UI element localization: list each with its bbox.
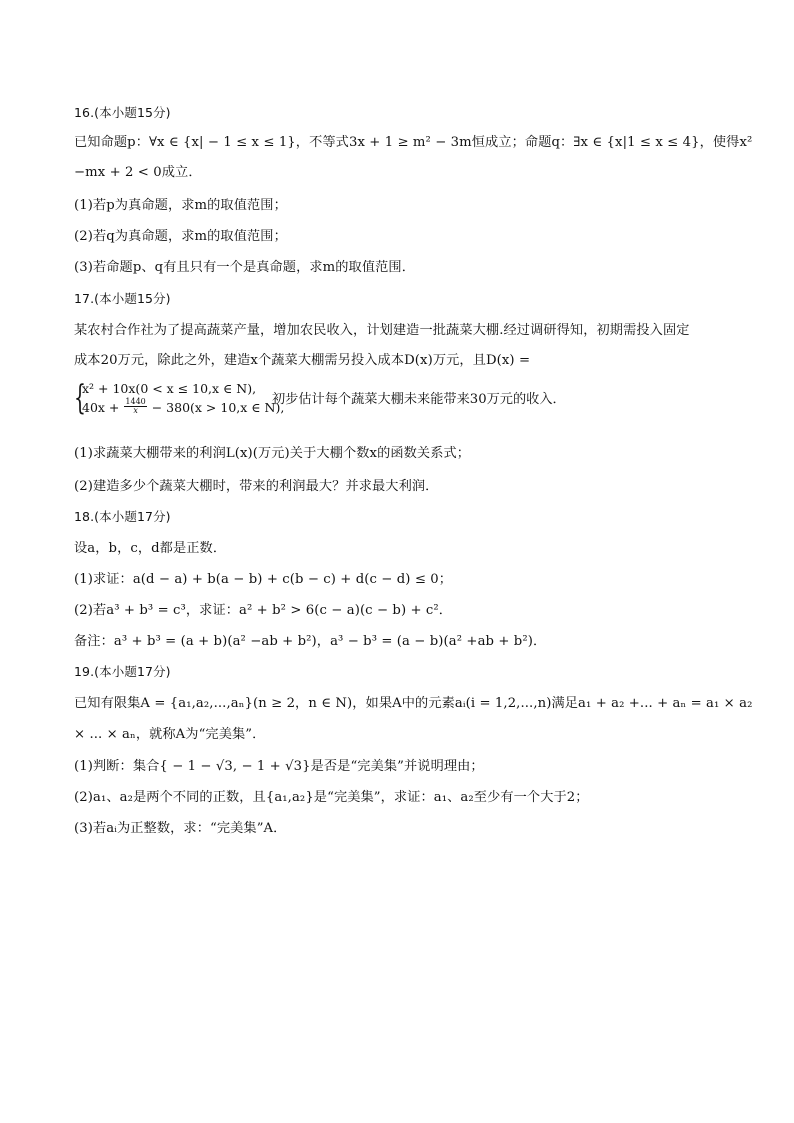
piecewise-function: [74, 378, 566, 418]
problem-19-part-3: (3)若aᵢ为正整数，求：“完美集”A．: [74, 821, 287, 836]
problem-16-line-2: −mx + 2 < 0成立．: [74, 165, 202, 180]
fraction-denominator: x: [133, 406, 138, 415]
problem-16-part-3: (3)若命题p、q有且只有一个是真命题，求m的取值范围．: [74, 260, 415, 275]
problem-16-header: 16.(本小题15分): [74, 105, 171, 120]
problem-16-part-2: (2)若q为真命题，求m的取值范围；: [74, 229, 287, 244]
piecewise-case-2: [82, 397, 285, 417]
problem-17-header: 17.(本小题15分): [74, 291, 171, 306]
problem-19-header: 19.(本小题17分): [74, 664, 171, 679]
problem-18-part-2: (2)若a³ + b³ = c³，求证：a² + b² > 6(c − a)(c − b) + c²．: [74, 603, 453, 618]
problem-19-part-2: (2)a₁、a₂是两个不同的正数，且{a₁,a₂}是“完美集”，求证：a₁、a₂至少有一个大于2；: [74, 790, 589, 805]
case-2-prefix: 40x +: [82, 400, 124, 415]
piecewise-case-1: x² + 10x(0 < x ≤ 10,x ∈ N),: [82, 381, 257, 396]
problem-17-line-1: 某农村合作社为了提高蔬菜产量，增加农民收入，计划建造一批蔬菜大棚.经过调研得知，初期需投入固定: [74, 323, 690, 338]
case-2-suffix: − 380(x > 10,x ∈ N),: [147, 400, 285, 415]
problem-17-line-2: 成本20万元，除此之外，建造x个蔬菜大棚需另投入成本D(x)万元，且D(x) =: [74, 353, 531, 368]
problem-18-note: 备注：a³ + b³ = (a + b)(a² −ab + b²)，a³ − b³ = (a − b)(a² +ab + b²)．: [74, 634, 547, 649]
problem-18-line-1: 设a，b，c，d都是正数．: [74, 541, 227, 556]
problem-18-part-1: (1)求证：a(d − a) + b(a − b) + c(b − c) + d(c − d) ≤ 0；: [74, 572, 453, 587]
left-brace: {: [74, 378, 86, 418]
piecewise-tail-text: 初步估计每个蔬菜大棚未来能带来30万元的收入．: [272, 392, 566, 407]
fraction-numerator: 1440: [125, 397, 146, 406]
problem-19-part-1: (1)判断：集合{ − 1 − √3, − 1 + √3}是否是“完美集”并说明理由；: [74, 759, 484, 774]
problem-17-part-2: (2)建造多少个蔬菜大棚时，带来的利润最大？并求最大利润．: [74, 479, 439, 494]
problem-17-part-1: (1)求蔬菜大棚带来的利润L(x)(万元)关于大棚个数x的函数关系式；: [74, 446, 471, 461]
problem-16-part-1: (1)若p为真命题，求m的取值范围；: [74, 198, 287, 213]
problem-19-line-1: 已知有限集A = {a₁,a₂,...,aₙ}(n ≥ 2，n ∈ N)，如果A中的元素aᵢ(i = 1,2,...,n)满足a₁ + a₂ +... + aₙ = a₁ × a₂: [74, 696, 753, 711]
fraction-1440-over-x: [124, 398, 146, 415]
problem-19-line-2: × ... × aₙ，就称A为“完美集”．: [74, 727, 266, 742]
problem-18-header: 18.(本小题17分): [74, 509, 171, 524]
problem-16-line-1: 已知命题p：∀x ∈ {x| − 1 ≤ x ≤ 1}，不等式3x + 1 ≥ m² − 3m恒成立；命题q：∃x ∈ {x|1 ≤ x ≤ 4}，使得x²: [74, 135, 753, 150]
